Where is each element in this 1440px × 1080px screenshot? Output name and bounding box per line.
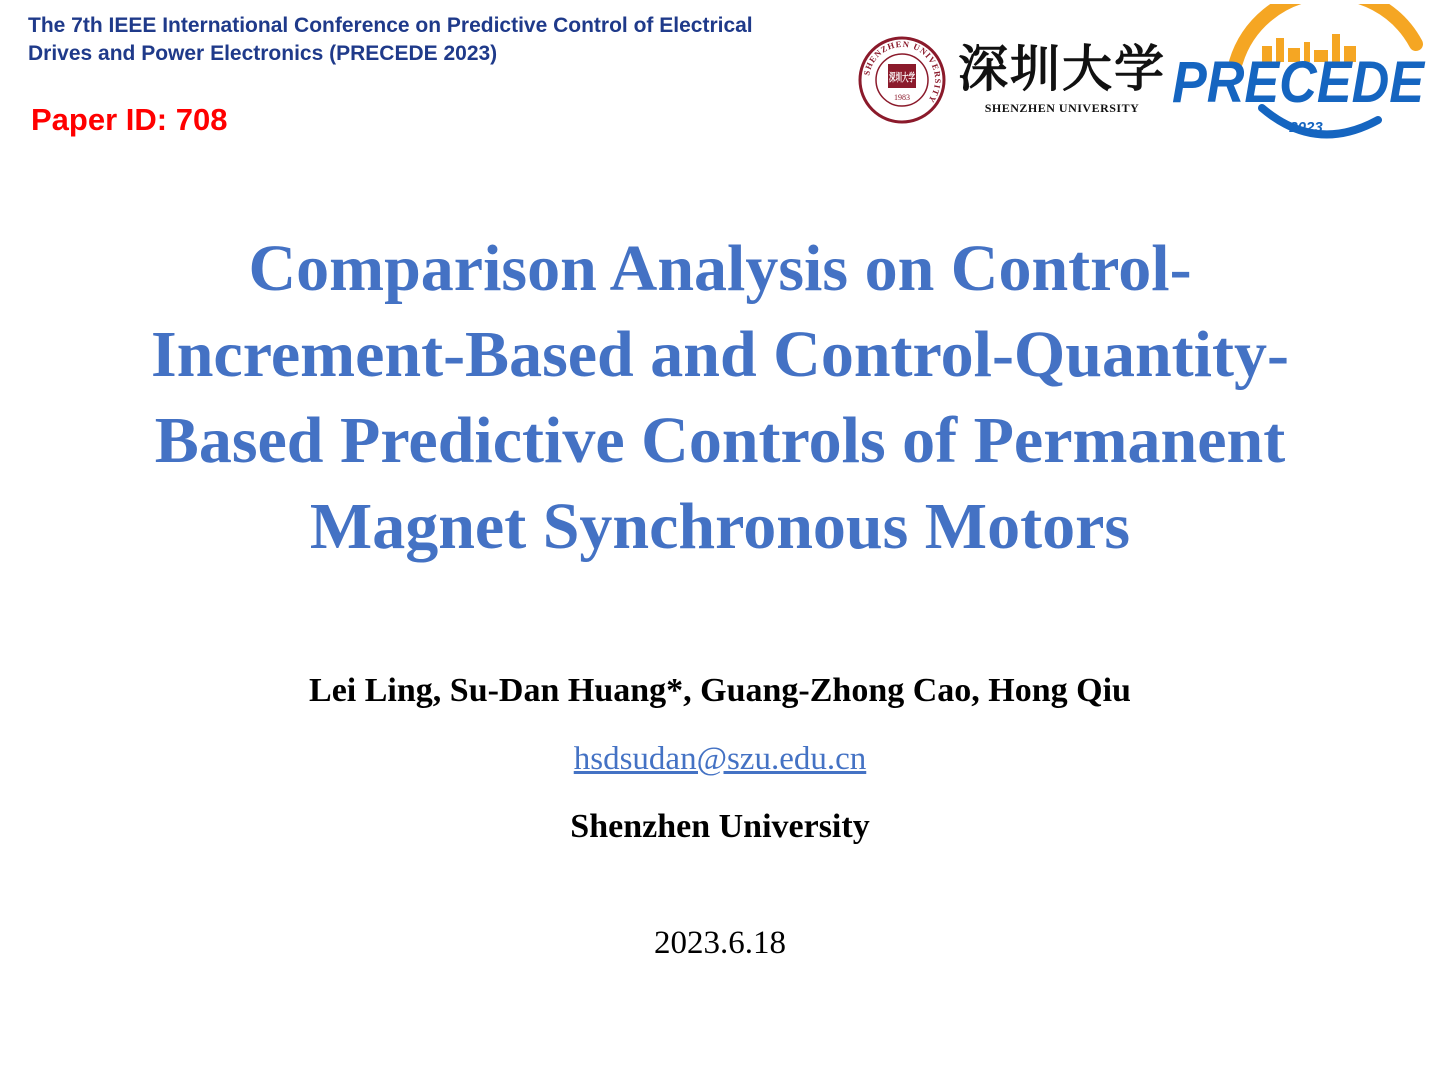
seal-year: 1983 bbox=[894, 93, 910, 102]
affiliation: Shenzhen University bbox=[570, 808, 870, 845]
title-line-1: Comparison Analysis on Control- bbox=[248, 232, 1192, 305]
contact-email-link[interactable]: hsdsudan@szu.edu.cn bbox=[573, 741, 867, 777]
conference-title bbox=[28, 12, 868, 68]
szu-seal-logo bbox=[858, 36, 946, 124]
paper-id: Paper ID: 708 bbox=[31, 102, 228, 137]
conference-title-line-1: The 7th IEEE International Conference on Predictive Control of Electrical bbox=[28, 14, 753, 37]
seal-center-glyph: 深圳大学 bbox=[889, 71, 933, 84]
szu-english-name: SHENZHEN UNIVERSITY bbox=[984, 101, 1140, 115]
precede-wordmark: PRECEDE bbox=[1172, 50, 1427, 115]
title-line-3: Based Predictive Controls of Permanent bbox=[154, 404, 1286, 477]
szu-wordmark bbox=[956, 38, 1168, 122]
presentation-title bbox=[60, 226, 1380, 570]
precede-year: 2023 bbox=[1289, 119, 1323, 136]
precede-logo bbox=[1166, 4, 1434, 152]
title-line-2: Increment-Based and Control-Quantity- bbox=[151, 318, 1289, 391]
szu-chinese-name: 深圳大学 bbox=[958, 39, 1166, 98]
title-line-4: Magnet Synchronous Motors bbox=[309, 490, 1131, 563]
seal-ring-text: SHENZHEN UNIVERSITY bbox=[861, 38, 944, 106]
presentation-date: 2023.6.18 bbox=[654, 925, 786, 961]
author-list: Lei Ling, Su-Dan Huang*, Guang-Zhong Cao, Hong Qiu bbox=[309, 672, 1131, 709]
conference-title-line-2: Drives and Power Electronics (PRECEDE 2023) bbox=[28, 42, 498, 65]
